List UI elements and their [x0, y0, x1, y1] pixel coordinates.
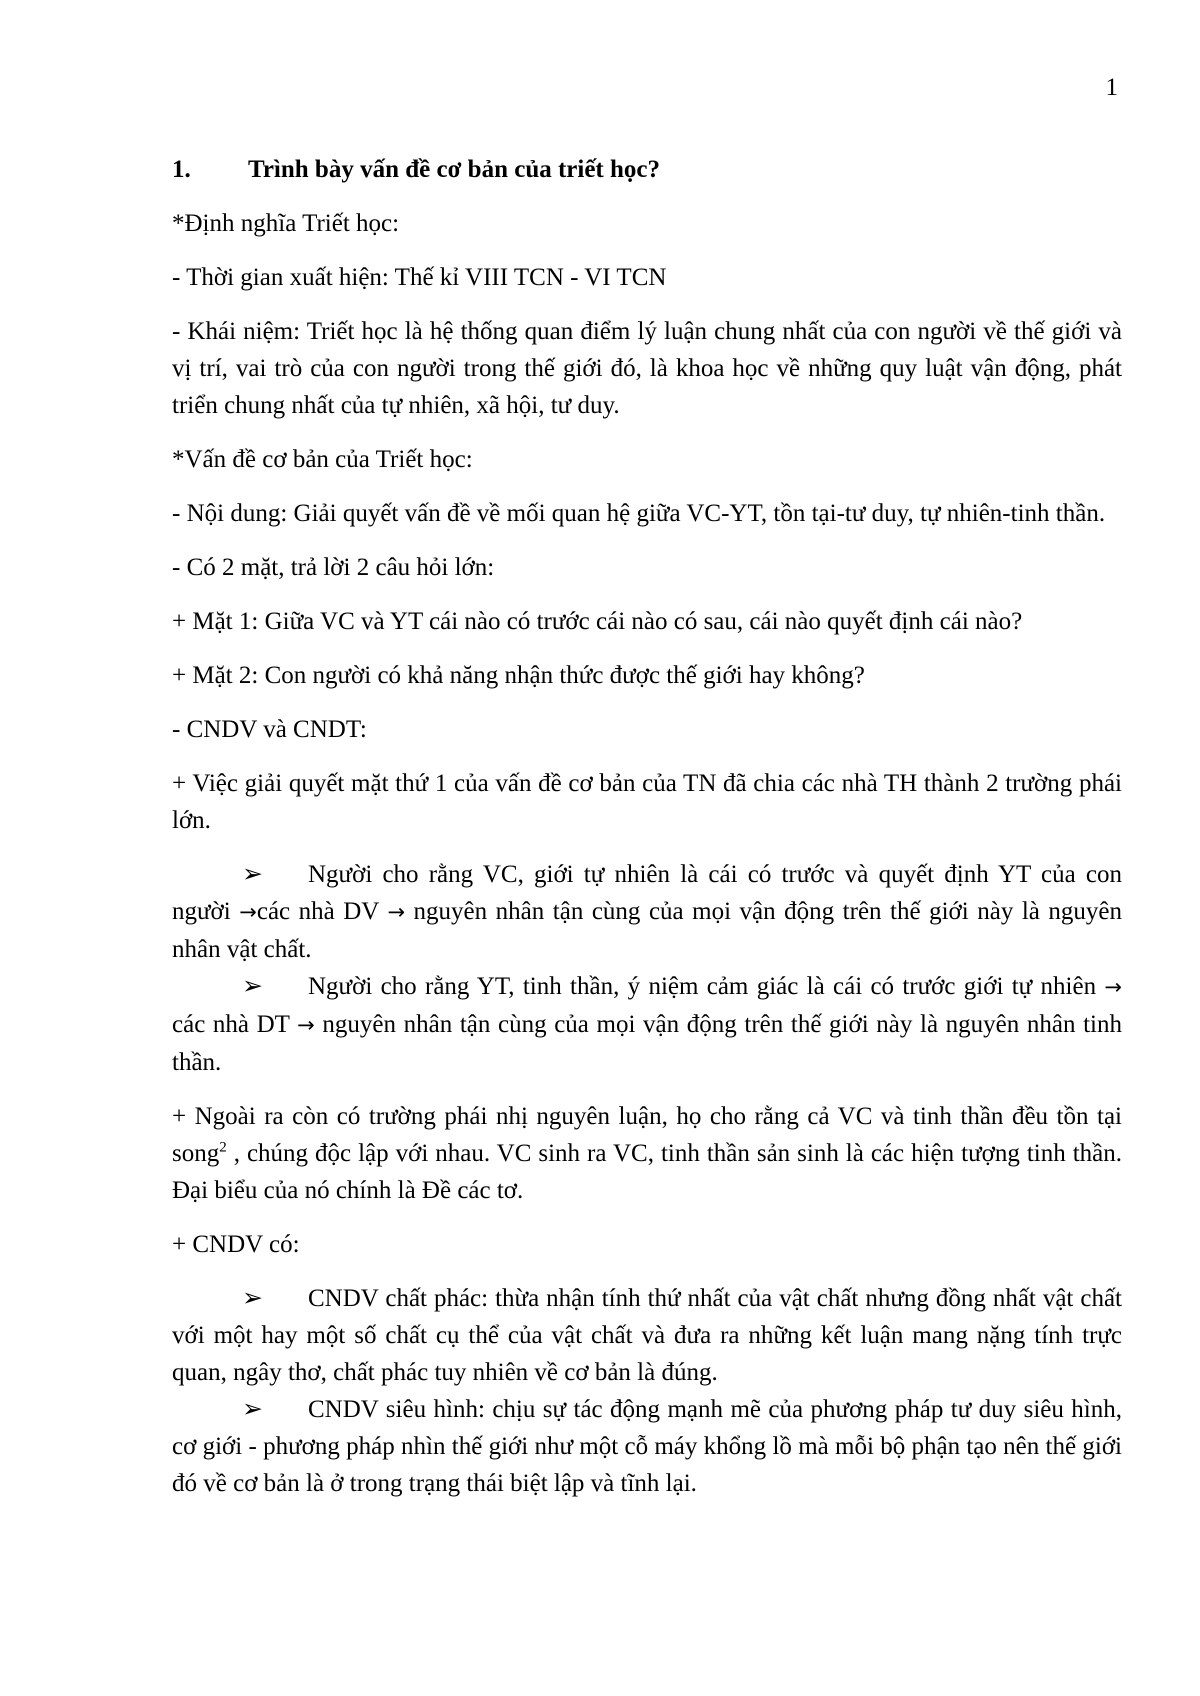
arrowhead-bullet-icon: ➢ [242, 973, 263, 1000]
paragraph-cndv-cndt: - CNDV và CNDT: [172, 716, 367, 743]
arrowhead-bullet-icon: ➢ [242, 861, 263, 888]
paragraph-aspect-1: + Mặt 1: Giữa VC và YT cái nào có trước cái nào có sau, cái nào quyết định cái nào? [172, 608, 1023, 635]
section-heading [172, 152, 1122, 188]
right-arrow-icon: → [297, 1013, 315, 1037]
bullet-item-materialists: ➢ Người cho rằng VC, giới tự nhiên là cái có trước và quyết định YT của con người →các nhà DV → nguyên nhân tận cùng của mọi vận động trên thế giới này là nguyên nhân vật chất. [172, 856, 1122, 968]
bullet-item-metaphysical-materialism: ➢ CNDV siêu hình: chịu sự tác động mạnh mẽ của phương pháp tư duy siêu hình, cơ giới - phương pháp nhìn thế giới như một cỗ máy khổng lồ mà mỗi bộ phận tạo nên thế giới đó về cơ bản là ở trong trạng thái biệt lập và tĩnh lại. [172, 1391, 1122, 1502]
paragraph-aspect-2: + Mặt 2: Con người có khả năng nhận thức được thế giới hay không? [172, 662, 865, 689]
arrowhead-bullet-icon: ➢ [242, 1396, 263, 1423]
paragraph-two-aspects: - Có 2 mặt, trả lời 2 câu hỏi lớn: [172, 554, 495, 581]
page-number: 1 [1105, 74, 1118, 101]
right-arrow-icon: → [1104, 975, 1122, 999]
paragraph-dualism: + Ngoài ra còn có trường phái nhị nguyên luận, họ cho rằng cả VC và tinh thần đều tồn tại song$^2$ , chúng độc lập với nhau. VC sinh ra VC, tinh thần sản sinh là các hiện tượng tinh thần. Đại biểu của nó chính là Đề các tơ. [172, 1103, 1122, 1204]
paragraph-basic-issue-title: *Vấn đề cơ bản của Triết học: [172, 446, 473, 473]
paragraph-time: - Thời gian xuất hiện: Thế kỉ VIII TCN - VI TCN [172, 264, 667, 291]
paragraph-two-schools: + Việc giải quyết mặt thứ 1 của vấn đề cơ bản của TN đã chia các nhà TH thành 2 trường phái lớn. [172, 770, 1122, 834]
paragraph-concept: - Khái niệm: Triết học là hệ thống quan điểm lý luận chung nhất của con người về thế giới và vị trí, vai trò của con người trong thế giới đó, là khoa học về những quy luật vận động, phát triển chung nhất của tự nhiên, xã hội, tư duy. [172, 318, 1122, 419]
document-body [172, 152, 1122, 1502]
right-arrow-icon: → [239, 900, 257, 924]
superscript-footnote: 2 [219, 1139, 227, 1156]
heading-number: 1. [172, 156, 191, 183]
arrowhead-bullet-icon: ➢ [242, 1285, 263, 1312]
bullet-item-idealists: ➢ Người cho rằng YT, tinh thần, ý niệm cảm giác là cái có trước giới tự nhiên → các nhà DT → nguyên nhân tận cùng của mọi vận động trên thế giới này là nguyên nhân tinh thần. [172, 968, 1122, 1081]
paragraph-definition-title: *Định nghĩa Triết học: [172, 210, 400, 237]
paragraph-content: - Nội dung: Giải quyết vấn đề về mối quan hệ giữa VC-YT, tồn tại-tư duy, tự nhiên-tinh thần. [172, 500, 1106, 527]
right-arrow-icon: → [387, 900, 406, 924]
heading-text: Trình bày vấn đề cơ bản của triết học? [248, 156, 661, 183]
paragraph-cndv-has: + CNDV có: [172, 1231, 300, 1258]
bullet-item-naive-materialism: ➢ CNDV chất phác: thừa nhận tính thứ nhất của vật chất nhưng đồng nhất vật chất với một hay một số chất cụ thể của vật chất và đưa ra những kết luận mang nặng tính trực quan, ngây thơ, chất phác tuy nhiên về cơ bản là đúng. [172, 1280, 1122, 1391]
